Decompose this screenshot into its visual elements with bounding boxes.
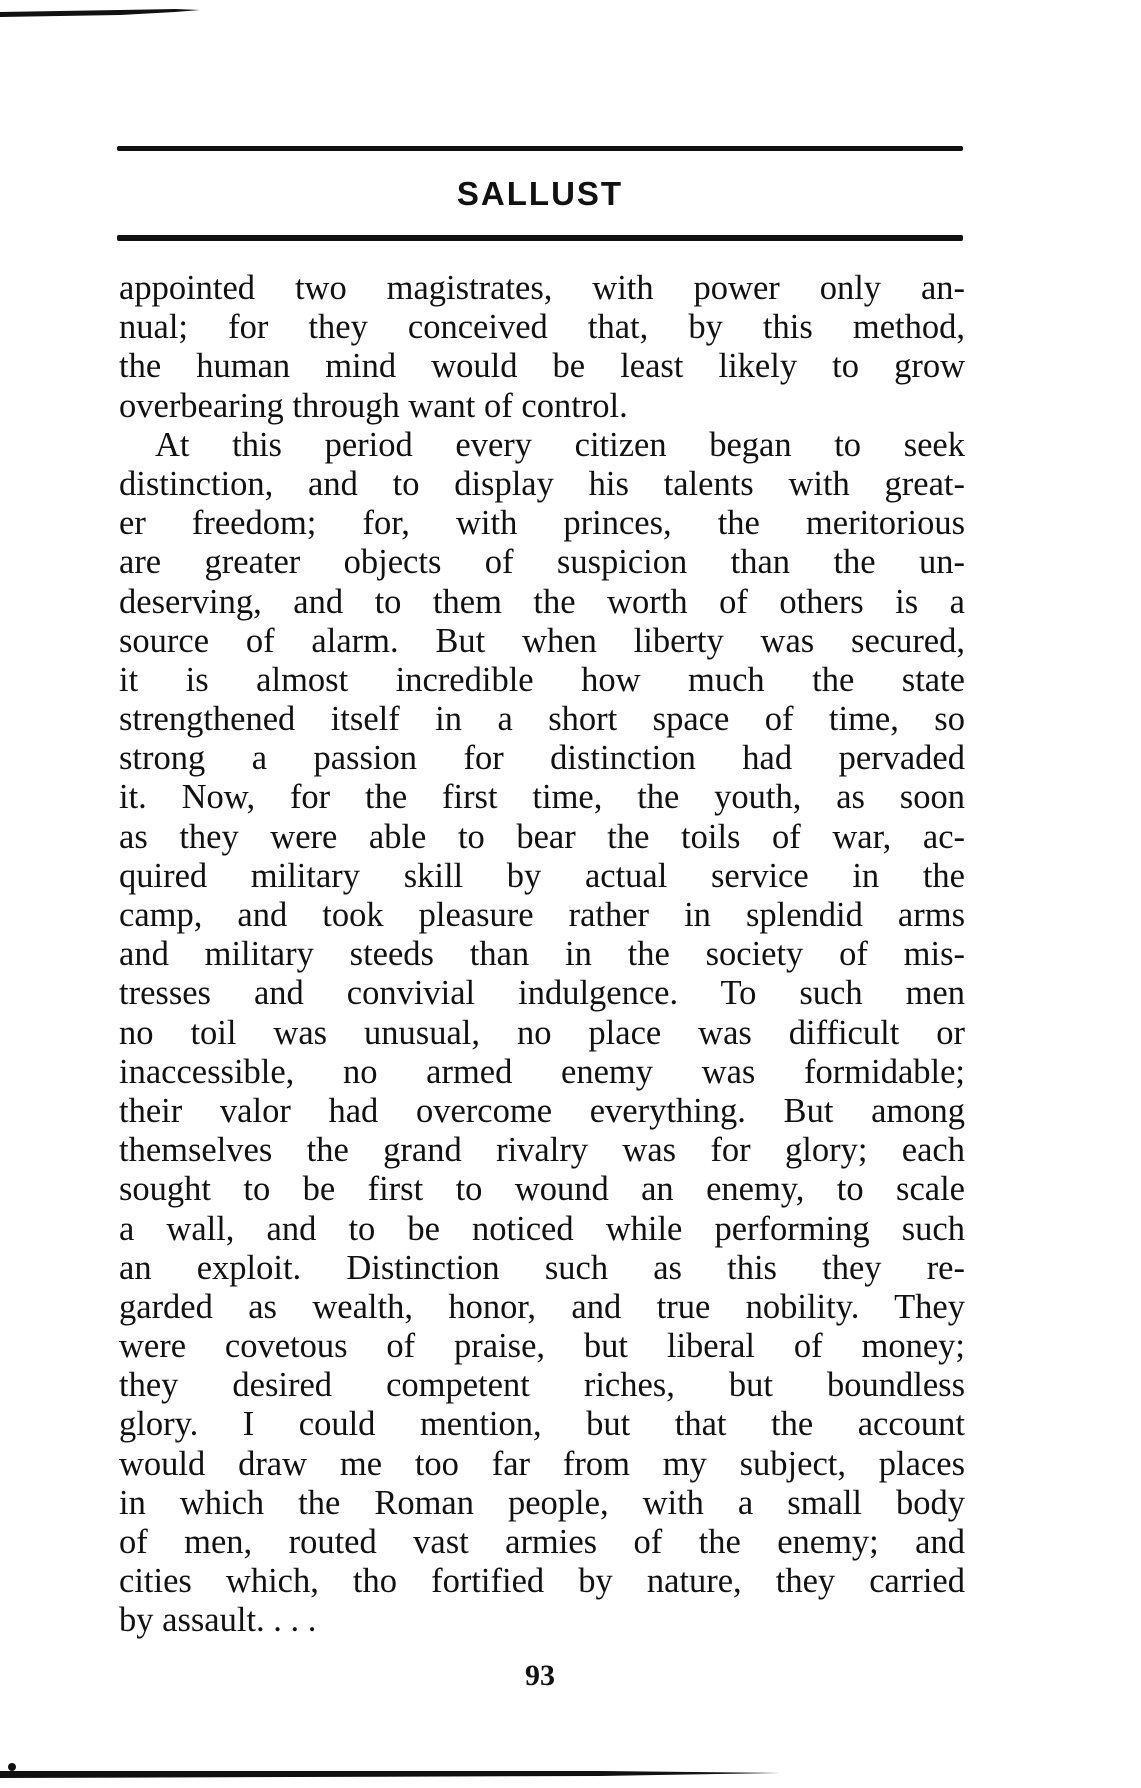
text-line: nual; for they conceived that, by this method,: [119, 308, 965, 347]
running-head: SALLUST: [456, 175, 624, 212]
text-line: themselves the grand rivalry was for glory; each: [119, 1131, 965, 1170]
text-line: and military steeds than in the society of mis-: [119, 935, 965, 974]
text-line: inaccessible, no armed enemy was formidable;: [119, 1052, 965, 1091]
text-line: sought to be first to wound an enemy, to scale: [119, 1170, 965, 1209]
text-line: were covetous of praise, but liberal of money;: [119, 1327, 965, 1366]
text-line: no toil was unusual, no place was difficult or: [119, 1013, 965, 1052]
text-line: garded as wealth, honor, and true nobility. They: [119, 1287, 965, 1326]
text-line: are greater objects of suspicion than the un-: [119, 543, 965, 582]
text-line: overbearing through want of control.: [119, 386, 628, 425]
scan-mark-top: [0, 8, 200, 18]
text-line: tresses and convivial indulgence. To such men: [119, 974, 965, 1013]
text-line: they desired competent riches, but boundless: [119, 1366, 965, 1405]
text-line: deserving, and to them the worth of others is a: [119, 582, 965, 621]
page-number: 93: [525, 1659, 555, 1692]
text-line: the human mind would be least likely to grow: [119, 347, 965, 386]
text-line: would draw me too far from my subject, places: [119, 1444, 965, 1483]
text-line: quired military skill by actual service in the: [119, 856, 965, 895]
text-line: in which the Roman people, with a small body: [119, 1483, 965, 1522]
text-line: er freedom; for, with princes, the meritorious: [119, 504, 965, 543]
text-line: it. Now, for the first time, the youth, as soon: [119, 778, 965, 817]
text-line: camp, and took pleasure rather in splendid arms: [119, 896, 965, 934]
text-line: At this period every citizen began to seek: [155, 425, 965, 464]
header-top-rule: [117, 146, 963, 151]
header-bottom-rule: [117, 235, 963, 241]
body-text: [119, 269, 965, 1641]
text-line: source of alarm. But when liberty was secured,: [119, 621, 965, 660]
scan-mark-bottom: [0, 1760, 780, 1780]
text-line: as they were able to bear the toils of war, ac-: [119, 817, 965, 856]
text-line: of men, routed vast armies of the enemy; and: [119, 1523, 965, 1561]
text-line: an exploit. Distinction such as this they re-: [119, 1248, 965, 1287]
text-line: distinction, and to display his talents with great-: [119, 464, 965, 503]
text-line: strong a passion for distinction had pervaded: [119, 739, 965, 778]
text-line: strengthened itself in a short space of time, so: [119, 700, 965, 739]
text-line: their valor had overcome everything. But among: [119, 1091, 965, 1130]
text-line: a wall, and to be noticed while performing such: [119, 1209, 965, 1248]
text-line: glory. I could mention, but that the account: [119, 1405, 965, 1444]
text-line: appointed two magistrates, with power only an-: [119, 269, 965, 307]
text-line: cities which, tho fortified by nature, they carried: [119, 1562, 965, 1601]
text-line: it is almost incredible how much the state: [119, 660, 965, 699]
text-line: by assault. . . .: [119, 1601, 317, 1640]
